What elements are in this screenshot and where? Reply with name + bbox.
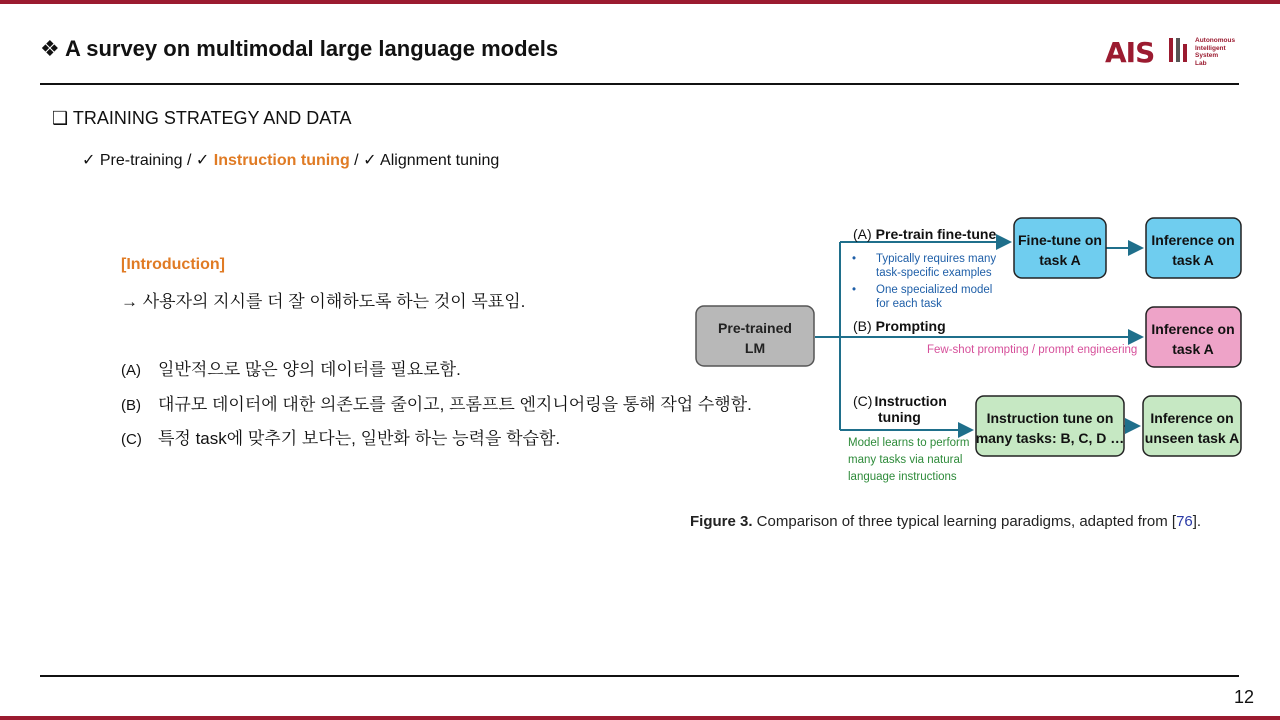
branch-a-note-2: task-specific examples bbox=[876, 267, 992, 279]
svg-text:task A: task A bbox=[1039, 252, 1081, 268]
item-text: 대규모 데이터에 대한 의존도를 줄이고, 프롬프트 엔지니어링을 통해 작업 수행함. bbox=[158, 395, 752, 414]
item-text: 일반적으로 많은 양의 데이터를 필요로함. bbox=[158, 360, 461, 379]
section-heading bbox=[52, 108, 352, 129]
logo-mark: AIS bbox=[1105, 36, 1155, 69]
branch-a-bullet-2: • bbox=[852, 284, 857, 296]
logo-text: Autonomous Intelligent System Lab bbox=[1195, 37, 1236, 67]
item-tag: (C) bbox=[121, 431, 142, 448]
branch-a-notes bbox=[852, 253, 996, 310]
item-tag: (A) bbox=[121, 362, 141, 379]
svg-text:task A: task A bbox=[1172, 252, 1214, 268]
section-text: TRAINING STRATEGY AND DATA bbox=[72, 108, 352, 128]
item-text: 특정 task에 맞추기 보다는, 일반화 하는 능력을 학습함. bbox=[158, 429, 561, 448]
item-tag: (B) bbox=[121, 397, 141, 414]
paradigm-figure bbox=[690, 210, 1250, 490]
branch-c-note-1: Model learns to perform bbox=[848, 437, 970, 449]
inference-a-box bbox=[1146, 218, 1241, 278]
subtopic-alignment-tuning: ✓ Alignment tuning bbox=[363, 152, 500, 169]
svg-text:Inference on: Inference on bbox=[1151, 232, 1235, 248]
subtopic-instruction-tuning: Instruction tuning bbox=[213, 152, 350, 169]
inference-c-box bbox=[1143, 396, 1241, 456]
pretrained-lm-box bbox=[696, 306, 814, 366]
caption-text: Comparison of three typical learning paradigms, adapted from [ bbox=[752, 513, 1177, 530]
branch-a-bullet-1: • bbox=[852, 253, 857, 265]
svg-text:Instruction tune on: Instruction tune on bbox=[986, 410, 1114, 426]
subtopic-separator: / bbox=[349, 152, 364, 169]
list-item-c bbox=[121, 424, 560, 449]
subtopic-line bbox=[82, 150, 499, 170]
branch-c-title-line2: tuning bbox=[878, 409, 921, 425]
list-item-a bbox=[121, 355, 461, 380]
svg-text:unseen task A: unseen task A bbox=[1144, 430, 1240, 446]
branch-c-label: (C) Instruction bbox=[853, 393, 947, 409]
title-divider bbox=[40, 83, 1239, 85]
finetune-box bbox=[1014, 218, 1106, 278]
branch-b-note: Few-shot prompting / prompt engineering bbox=[927, 344, 1138, 356]
intro-label: [Introduction] bbox=[121, 256, 225, 273]
title-text: A survey on multimodal large language models bbox=[65, 36, 559, 61]
svg-text:task A: task A bbox=[1172, 341, 1214, 357]
bottom-accent-bar bbox=[0, 716, 1280, 720]
subtopic-pretraining: ✓ Pre-training / bbox=[82, 152, 196, 169]
intro-text: → 사용자의 지시를 더 잘 이해하도록 하는 것이 목표임. bbox=[121, 292, 526, 311]
branch-a-note-3: One specialized model bbox=[876, 284, 993, 296]
caption-label: Figure 3. bbox=[690, 513, 753, 530]
lab-logo bbox=[1105, 36, 1245, 69]
svg-text:Inference on: Inference on bbox=[1150, 410, 1234, 426]
subtopic-check: ✓ bbox=[195, 152, 214, 169]
page-number: 12 bbox=[1234, 687, 1255, 707]
caption-reference[interactable]: 76 bbox=[1176, 513, 1193, 530]
branch-a-label: (A) Pre-train fine-tune bbox=[853, 226, 997, 242]
branch-c-note-2: many tasks via natural bbox=[848, 454, 963, 466]
branch-b-label: (B) Prompting bbox=[853, 318, 946, 334]
pretrained-lm-line2: LM bbox=[744, 340, 766, 356]
section-bullet-icon: ❑ bbox=[52, 108, 69, 128]
svg-text:many tasks: B, C, D …: many tasks: B, C, D … bbox=[975, 430, 1125, 446]
branch-a-note-1: Typically requires many bbox=[876, 253, 997, 265]
caption-end: ]. bbox=[1192, 513, 1202, 530]
slide-title bbox=[40, 36, 558, 62]
branch-c-notes bbox=[848, 437, 969, 483]
svg-text:Fine-tune on: Fine-tune on bbox=[1018, 232, 1102, 248]
figure-caption bbox=[690, 513, 1201, 530]
inference-b-box bbox=[1146, 307, 1241, 367]
instruction-tune-box bbox=[976, 396, 1125, 456]
title-bullet-icon: ❖ bbox=[40, 36, 60, 61]
pretrained-lm-line1: Pre-trained bbox=[718, 320, 792, 336]
branch-a-note-4: for each task bbox=[876, 298, 942, 310]
top-accent-bar bbox=[0, 0, 1280, 4]
branch-c-note-3: language instructions bbox=[848, 471, 957, 483]
svg-text:Inference on: Inference on bbox=[1151, 321, 1235, 337]
list-item-b bbox=[121, 390, 752, 415]
footer-divider bbox=[40, 675, 1239, 677]
